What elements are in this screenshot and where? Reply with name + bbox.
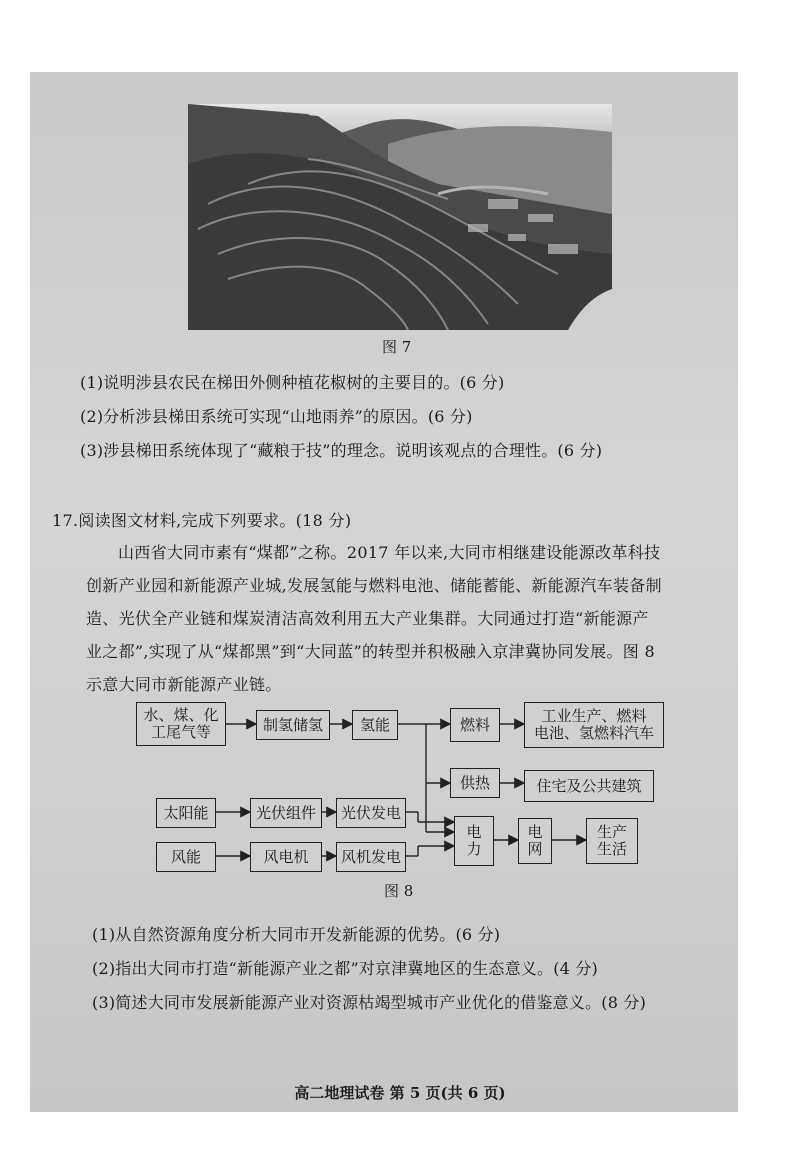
box-wind: 风能: [156, 842, 216, 872]
q17-para-line-4: 业之都”,实现了从“煤都黑”到“大同蓝”的转型并积极融入京津冀协同发展。图 8: [86, 642, 655, 661]
q17-item-2: (2)指出大同市打造“新能源产业之都”对京津冀地区的生态意义。(4 分): [92, 959, 598, 978]
box-electricity-line2: 力: [466, 840, 482, 858]
box-production-life-line2: 生活: [596, 840, 627, 858]
box-source-line1: 水、煤、化: [143, 706, 219, 724]
box-hydrogen: 氢能: [352, 710, 398, 740]
box-grid: [518, 818, 552, 864]
box-electricity-line1: 电: [466, 823, 482, 841]
q17-para-line-3: 造、光伏全产业链和煤炭清洁高效利用五大产业集群。大同通过打造“新能源产: [86, 609, 649, 628]
box-source-line2: 工尾气等: [150, 723, 211, 741]
box-electricity: [454, 816, 494, 866]
q17-para-line-5: 示意大同市新能源产业链。: [86, 675, 282, 694]
box-buildings: 住宅及公共建筑: [524, 770, 654, 802]
box-production-life-line1: 生产: [596, 823, 627, 841]
box-heating: 供热: [450, 768, 500, 798]
q16-item-2: (2)分析涉县梯田系统可实现“山地雨养”的原因。(6 分): [80, 407, 473, 426]
box-hydrogen-production: 制氢储氢: [256, 710, 330, 740]
box-wind-turbine: 风电机: [250, 842, 322, 872]
box-wind-power: 风机发电: [336, 842, 406, 872]
box-pv-power: 光伏发电: [336, 798, 406, 828]
figure7-caption: 图 7: [382, 338, 412, 356]
box-solar: 太阳能: [156, 798, 216, 828]
q17-item-3: (3)简述大同市发展新能源产业对资源枯竭型城市产业优化的借鉴意义。(8 分): [92, 993, 647, 1012]
q16-item-1: (1)说明涉县农民在梯田外侧种植花椒树的主要目的。(6 分): [80, 373, 505, 392]
box-production-life: [586, 818, 638, 864]
box-grid-line1: 电: [527, 823, 543, 841]
box-grid-line2: 网: [527, 840, 543, 858]
box-source: [136, 702, 226, 746]
figure8-caption: 图 8: [384, 882, 414, 900]
q17-para-line-1: 山西省大同市素有“煤都”之称。2017 年以来,大同市相继建设能源改革科技: [118, 543, 661, 562]
box-fuel-uses: [524, 702, 664, 748]
page-footer: 高二地理试卷 第 5 页(共 6 页): [294, 1084, 506, 1102]
q17-para-line-2: 创新产业园和新能源产业城,发展氢能与燃料电池、储能蓄能、新能源汽车装备制: [86, 576, 662, 595]
q16-item-3: (3)涉县梯田系统体现了“藏粮于技”的理念。说明该观点的合理性。(6 分): [80, 441, 603, 460]
box-fuel-uses-line2: 电池、氢燃料汽车: [533, 724, 654, 742]
box-fuel: 燃料: [450, 708, 500, 742]
q17-item-1: (1)从自然资源角度分析大同市开发新能源的优势。(6 分): [92, 925, 501, 944]
box-pv-module: 光伏组件: [250, 798, 322, 828]
box-fuel-uses-line1: 工业生产、燃料: [541, 707, 647, 725]
q17-heading: 17.阅读图文材料,完成下列要求。(18 分): [52, 511, 352, 530]
